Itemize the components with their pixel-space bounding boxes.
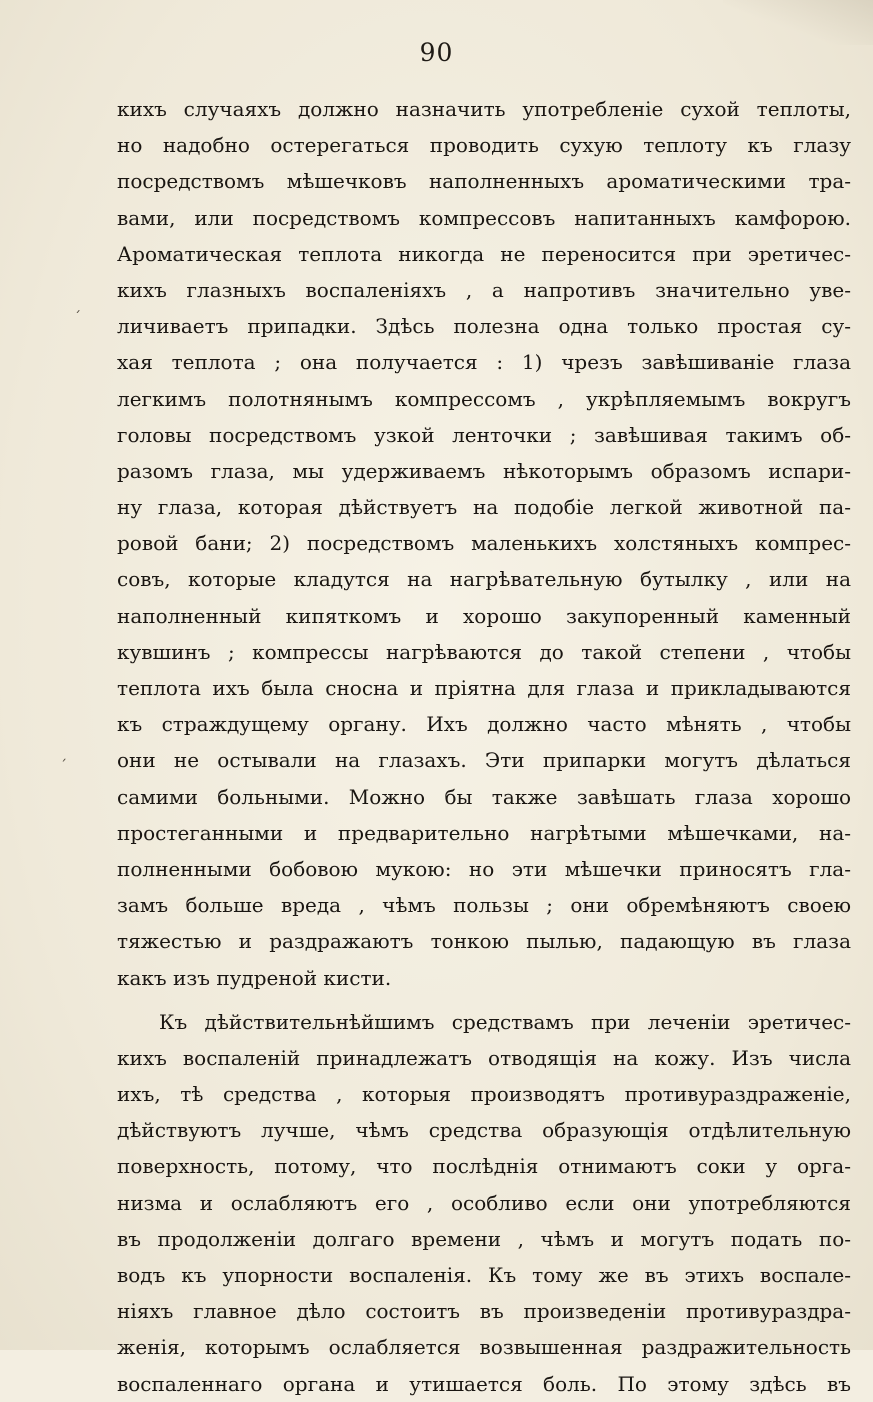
text-line: полненными бобовою мукою: но эти мѣшечки приносятъ гла- bbox=[117, 856, 851, 881]
text-line: поверхность, потому, что послѣднія отнимаютъ соки у орга- bbox=[117, 1154, 851, 1179]
text-line: женія, которымъ ослабляется возвышенная раздражительность bbox=[117, 1335, 851, 1360]
text-line: кихъ глазныхъ воспаленіяхъ , а напротивъ значительно уве- bbox=[117, 277, 851, 302]
margin-mark: ˏ bbox=[60, 746, 67, 762]
text-line: самими больными. Можно бы также завѣшать глаза хорошо bbox=[117, 784, 851, 809]
paragraph bbox=[117, 1004, 851, 1402]
text-line: какъ изъ пудреной кисти. bbox=[117, 965, 392, 990]
text-line: ну глаза, которая дѣйствуетъ на подобіе легкой животной па- bbox=[117, 495, 851, 520]
body-text bbox=[117, 91, 851, 1402]
text-line: но надобно остерегаться проводить сухую теплоту къ глазу bbox=[117, 133, 851, 158]
text-line: къ страждущему органу. Ихъ должно часто мѣнять , чтобы bbox=[117, 712, 851, 737]
page-number: 90 bbox=[419, 38, 454, 67]
paragraph bbox=[117, 91, 851, 996]
text-line: вами, или посредствомъ компрессовъ напитанныхъ камфорою. bbox=[117, 205, 851, 230]
text-line: легкимъ полотнянымъ компрессомъ , укрѣпляемымъ вокругъ bbox=[117, 386, 851, 411]
text-line: простеганными и предварительно нагрѣтыми мѣшечками, на- bbox=[117, 820, 851, 845]
margin-mark: ˊ bbox=[74, 310, 81, 326]
text-line: теплота ихъ была сносна и пріятна для глаза и прикладываются bbox=[117, 676, 851, 700]
text-line: ихъ, тѣ средства , которыя производятъ противураздраженіе, bbox=[117, 1082, 851, 1107]
text-line: низма и ослабляютъ его , особливо если они употребляются bbox=[117, 1190, 851, 1215]
text-line: тяжестью и раздражаютъ тонкою пылью, падающую въ глаза bbox=[117, 929, 851, 954]
text-line: наполненный кипяткомъ и хорошо закупоренный каменный bbox=[117, 603, 851, 628]
text-line: Къ дѣйствительнѣйшимъ средствамъ при леченіи эретичес- bbox=[159, 1009, 851, 1034]
text-line: водъ къ упорности воспаленія. Къ тому же въ этихъ воспале- bbox=[117, 1263, 851, 1287]
text-line: кихъ воспаленій принадлежатъ отводящія на кожу. Изъ числа bbox=[117, 1045, 851, 1070]
text-line: кихъ случаяхъ должно назначить употребленіе сухой теплоты, bbox=[117, 97, 851, 121]
text-line: воспаленнаго органа и утишается боль. По этому здѣсь въ bbox=[117, 1371, 851, 1396]
text-line: въ продолженіи долгаго времени , чѣмъ и могутъ подать по- bbox=[117, 1226, 851, 1251]
text-line: они не остывали на глазахъ. Эти припарки могутъ дѣлаться bbox=[117, 748, 851, 773]
text-line: разомъ глаза, мы удерживаемъ нѣкоторымъ образомъ испари- bbox=[117, 458, 851, 483]
text-line: личиваетъ припадки. Здѣсь полезна одна только простая су- bbox=[117, 314, 851, 339]
text-line: совъ, которые кладутся на нагрѣвательную бутылку , или на bbox=[117, 567, 851, 592]
paragraph-gap bbox=[117, 996, 851, 1004]
text-line: кувшинъ ; компрессы нагрѣваются до такой степени , чтобы bbox=[117, 639, 851, 664]
text-line: хая теплота ; она получается : 1) чрезъ завѣшиваніе глаза bbox=[117, 350, 851, 375]
text-line: дѣйствуютъ лучше, чѣмъ средства образующія отдѣлительную bbox=[117, 1118, 851, 1143]
text-line: посредствомъ мѣшечковъ наполненныхъ ароматическими тра- bbox=[117, 169, 851, 194]
text-line: замъ больше вреда , чѣмъ пользы ; они обремѣняютъ своею bbox=[117, 893, 851, 918]
text-line: Ароматическая теплота никогда не переносится при эретичес- bbox=[117, 241, 851, 266]
text-line: головы посредствомъ узкой ленточки ; завѣшивая такимъ об- bbox=[117, 422, 851, 447]
text-line: ніяхъ главное дѣло состоитъ въ произведеніи противураздра- bbox=[117, 1299, 851, 1324]
text-line: ровой бани; 2) посредствомъ маленькихъ холстяныхъ компрес- bbox=[117, 531, 851, 556]
